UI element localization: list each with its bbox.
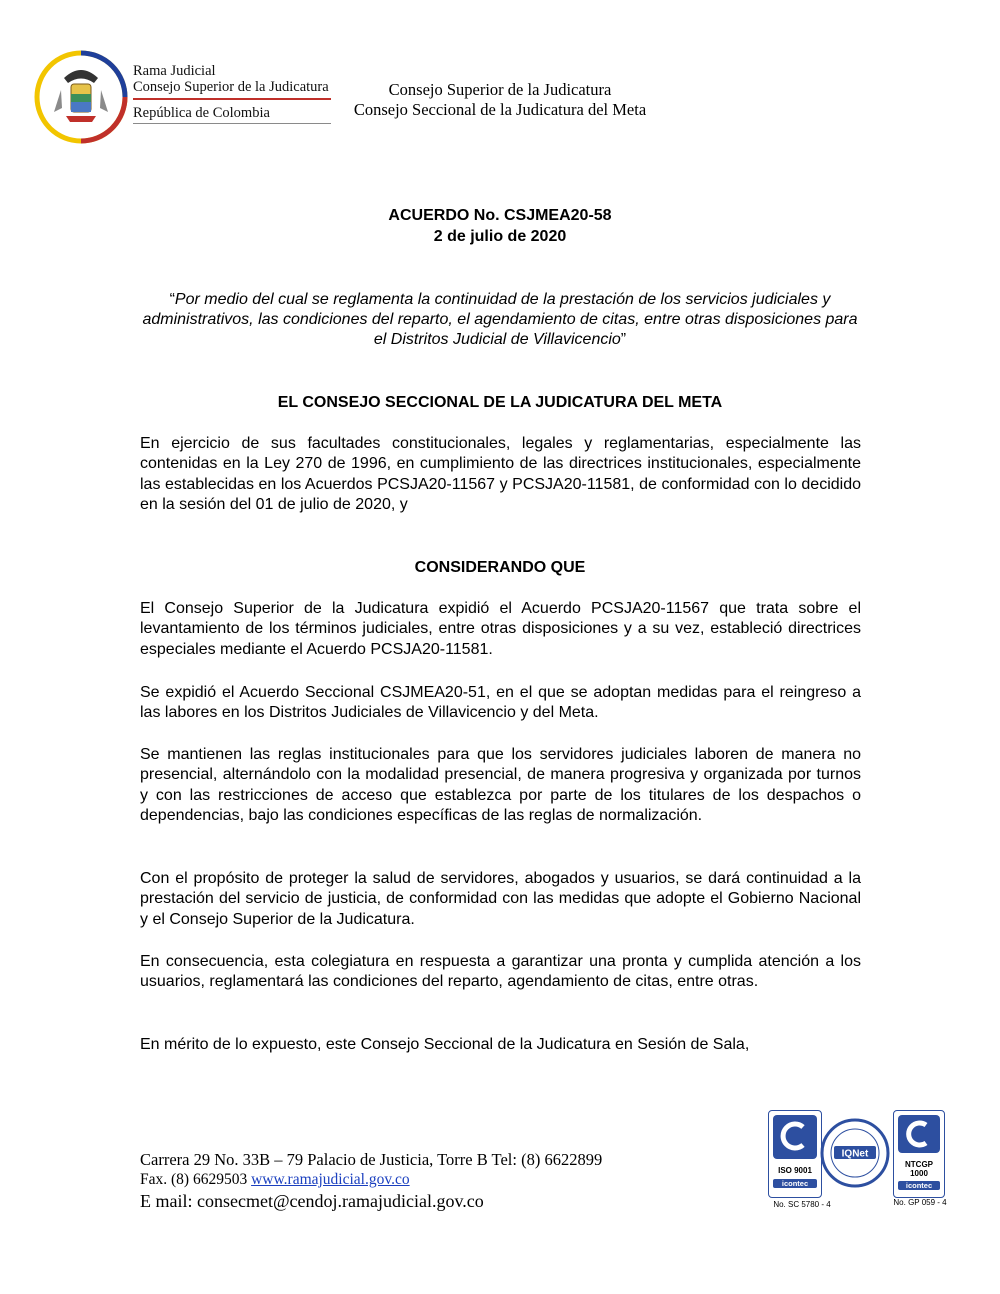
icontec-label: icontec — [773, 1179, 817, 1188]
ntcgp-number: 1000 — [910, 1169, 928, 1178]
brand-underline — [133, 123, 331, 124]
footer-fax-line — [140, 1170, 602, 1190]
ntcgp-label: NTCGP — [905, 1160, 933, 1169]
coat-of-arms-icon — [54, 70, 108, 122]
footer-email: E mail: consecmet@cendoj.ramajudicial.gov.co — [140, 1191, 484, 1211]
council-header — [330, 80, 670, 120]
brand-divider — [133, 98, 331, 100]
iqnet-certified-badge — [820, 1118, 890, 1188]
ntcgp-1000-badge — [893, 1110, 945, 1198]
agreement-number: ACUERDO No. CSJMEA20-58 — [388, 207, 612, 224]
closing-paragraph: En mérito de lo expuesto, este Consejo Seccional de la Judicatura en Sesión de Sala, — [140, 1036, 750, 1053]
icontec-c-icon — [769, 1111, 821, 1161]
iso-9001-badge — [768, 1110, 822, 1198]
subject-close-quote: ” — [620, 331, 627, 348]
council-seccional: Consejo Seccional de la Judicatura del Meta — [353, 100, 647, 119]
colombia-coat-of-arms-logo — [34, 50, 128, 144]
considering-heading: CONSIDERANDO QUE — [414, 559, 586, 576]
subject-open-quote: “ — [169, 291, 175, 308]
icontec-label: icontec — [898, 1181, 940, 1190]
consideration-paragraph: Con el propósito de proteger la salud de servidores, abogados y usuarios, se dará continuidad a la prestación del servicio de justicia, de conformidad con las medidas que adopte el Gobierno Nacional y el Consejo Superior de la Judicatura. — [140, 870, 861, 928]
brand-republica: República de Colombia — [133, 105, 270, 121]
council-superior: Consejo Superior de la Judicatura — [388, 80, 612, 99]
consideration-paragraph: El Consejo Superior de la Judicatura expidió el Acuerdo PCSJA20-11567 que trata sobre el levantamiento de los términos judiciales, entre otras disposiciones y a su vez, estableció directrices especiales mediante el Acuerdo PCSJA20-11581. — [140, 600, 861, 658]
agreement-subject — [138, 290, 862, 350]
council-heading: EL CONSEJO SECCIONAL DE LA JUDICATURA DEL META — [277, 394, 723, 411]
website-link[interactable]: www.ramajudicial.gov.co — [251, 1171, 410, 1188]
brand-block — [133, 63, 331, 124]
brand-rama-judicial: Rama Judicial — [133, 63, 216, 79]
consideration-paragraph: En consecuencia, esta colegiatura en respuesta a garantizar una pronta y cumplida atención a los usuarios, reglamentará las condiciones del reparto, agendamiento de citas, entre otras. — [140, 953, 861, 991]
footer-contact — [140, 1150, 602, 1212]
iso-label: ISO 9001 — [778, 1166, 812, 1175]
iqnet-label: IQNet — [841, 1148, 869, 1160]
subject-text: Por medio del cual se reglamenta la continuidad de la prestación de los servicios judiciales y administrativos, las condiciones del reparto, el agendamiento de citas, entre otras disposiciones para el Distritos Judicial de Villavicencio — [142, 291, 858, 348]
agreement-date: 2 de julio de 2020 — [433, 228, 567, 245]
intro-paragraph: En ejercicio de sus facultades constitucionales, legales y reglamentarias, especialmente las contenidas en la Ley 270 de 1996, en cumplimiento de las directrices institucionales, especialmente las establecidas en los Acuerdos PCSJA20-11567 y PCSJA20-11581, de conformidad con lo decidido en la sesión del 01 de julio de 2020, y — [140, 435, 861, 513]
footer-address: Carrera 29 No. 33B – 79 Palacio de Justicia, Torre B Tel: (8) 6622899 — [140, 1150, 603, 1169]
sc-number: No. SC 5780 - 4 — [773, 1200, 831, 1209]
gp-number: No. GP 059 - 4 — [893, 1198, 947, 1207]
footer-fax: Fax. (8) 6629503 — [140, 1171, 252, 1188]
consideration-paragraph: Se expidió el Acuerdo Seccional CSJMEA20-51, en el que se adoptan medidas para el reingreso a las labores en los Distritos Judiciales de Villavicencio y del Meta. — [140, 684, 861, 722]
brand-consejo-superior: Consejo Superior de la Judicatura — [133, 79, 329, 95]
icontec-c-icon — [894, 1111, 944, 1155]
consideration-paragraph: Se mantienen las reglas institucionales para que los servidores judiciales laboren de manera no presencial, alternándolo con la modalidad presencial, de manera progresiva y organizada por turnos y con las restricciones de acceso que establezca por parte de los titulares de los despachos o dependencias, bajo las condiciones específicas de las reglas de normalización. — [140, 746, 861, 824]
